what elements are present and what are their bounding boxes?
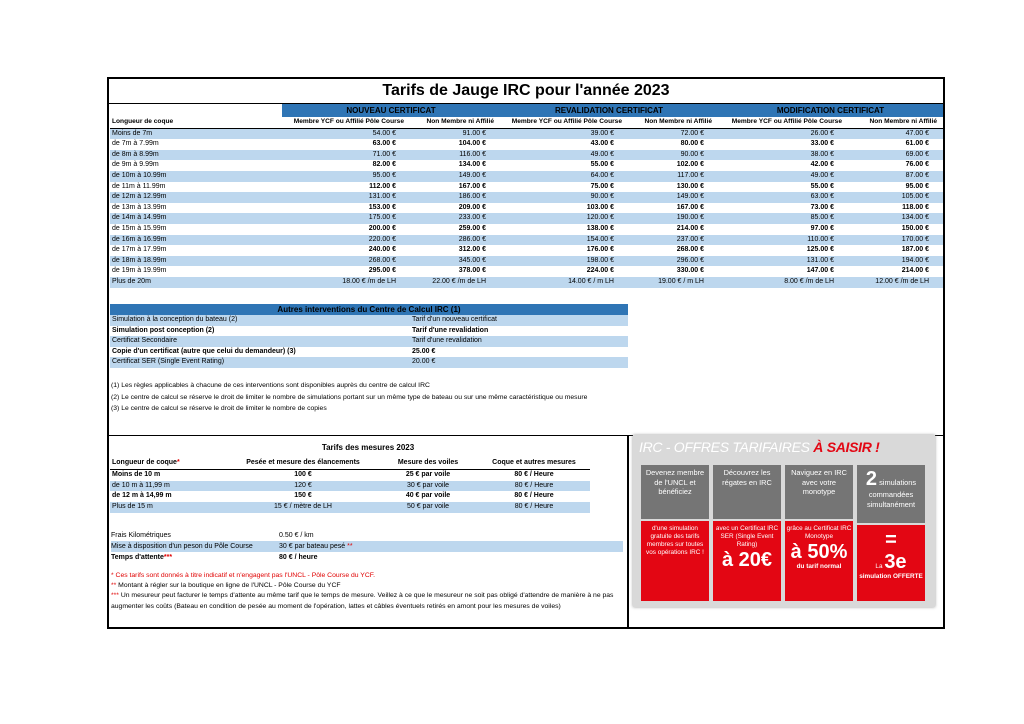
row-value: 30 € par voile <box>378 481 478 492</box>
table-row <box>110 171 943 182</box>
table-row <box>110 266 943 277</box>
mesures-extra <box>111 530 623 563</box>
column-header: Longueur de coque* <box>110 458 228 469</box>
table-row <box>110 213 943 224</box>
row-value: 25.00 € <box>412 347 436 355</box>
column-header: Non Membre ni Affilié <box>410 117 500 128</box>
price-cell: 102.00 € <box>676 161 704 169</box>
price-cell: 117.00 € <box>628 171 718 182</box>
price-cell: 104.00 € <box>458 140 486 148</box>
frais-row: Frais Kilométriques 0.50 € / km <box>111 532 314 539</box>
price-cell: 116.00 € <box>410 150 500 161</box>
row-label: Copie d'un certificat (autre que celui du demandeur) (3) <box>112 347 296 355</box>
other-title: Autres interventions du Centre de Calcul IRC (1) <box>110 304 628 315</box>
row-label: de 14m à 14.99m <box>110 213 282 224</box>
table-row <box>110 277 943 288</box>
price-cell: 198.00 € <box>500 256 628 267</box>
row-label: de 17m à 17.99m <box>112 246 167 254</box>
price-cell: 187.00 € <box>901 246 929 254</box>
price-cell: 147.00 € <box>806 267 834 275</box>
price-cell: 150.00 € <box>901 224 929 232</box>
price-cell: 97.00 € <box>810 224 834 232</box>
row-value: 120 € <box>228 481 378 492</box>
row-value: 20.00 € <box>410 357 628 368</box>
table-row <box>110 150 943 161</box>
price-cell: 95.00 € <box>905 182 929 190</box>
price-cell: 12.00 € /m de LH <box>848 277 943 288</box>
row-value: 40 € par voile <box>405 492 451 500</box>
note: (2) Le centre de calcul se réserve le droit de limiter le nombre de simulations portant sur un même type de bateau ou sur une même caractéristique ou mesure <box>111 393 588 401</box>
price-cell: 240.00 € <box>368 246 396 254</box>
row-label: de 13m à 13.99m <box>112 203 167 211</box>
price-cell: 8.00 € /m de LH <box>718 277 848 288</box>
column-header: Non Membre ni Affilié <box>628 117 718 128</box>
price-cell: 22.00 € /m de LH <box>410 277 500 288</box>
group-nouveau: NOUVEAU CERTIFICAT <box>282 104 500 117</box>
price-cell: 233.00 € <box>410 213 500 224</box>
row-label: de 10m à 10.99m <box>110 171 282 182</box>
price-cell: 55.00 € <box>810 182 834 190</box>
row-value: 50 € par voile <box>378 502 478 513</box>
price-cell: 237.00 € <box>628 235 718 246</box>
column-header: Membre YCF ou Affilié Pôle Course <box>282 117 410 128</box>
row-value: 150 € <box>294 492 312 500</box>
price-cell: 90.00 € <box>628 150 718 161</box>
row-value: 80 € / Heure <box>514 492 554 500</box>
price-cell: 170.00 € <box>848 235 943 246</box>
price-cell: 85.00 € <box>718 213 848 224</box>
note: (3) Le centre de calcul se réserve le droit de limiter le nombre de copies <box>111 405 327 412</box>
price-cell: 175.00 € <box>282 213 410 224</box>
column-header: Coque et autres mesures <box>478 458 590 469</box>
price-cell: 75.00 € <box>590 182 614 190</box>
price-cell: 176.00 € <box>586 246 614 254</box>
promo-title: IRC - OFFRES TARIFAIRES À SAISIR ! <box>639 439 880 455</box>
row-label: de 19m à 19.99m <box>112 267 167 275</box>
price-cell: 190.00 € <box>628 213 718 224</box>
attente-row: Temps d'attente*** 80 € / heure <box>111 554 318 561</box>
row-label: Moins de 10 m <box>112 470 161 478</box>
row-value: 80 € / Heure <box>478 502 590 513</box>
other-interventions <box>110 304 628 368</box>
price-cell: 130.00 € <box>676 182 704 190</box>
row-label: Certificat SER (Single Event Rating) <box>110 357 410 368</box>
table-row <box>110 203 943 214</box>
price-cell: 73.00 € <box>810 203 834 211</box>
table-row <box>110 481 590 492</box>
price-cell: 120.00 € <box>500 213 628 224</box>
mesures-table <box>110 458 590 513</box>
row-label: de 10 m à 11,99 m <box>110 481 228 492</box>
price-cell: 64.00 € <box>500 171 628 182</box>
row-value: 80 € / Heure <box>514 470 554 478</box>
price-cell: 167.00 € <box>458 182 486 190</box>
table-row <box>110 347 628 358</box>
price-cell: 268.00 € <box>282 256 410 267</box>
price-cell: 87.00 € <box>848 171 943 182</box>
footnote: * Ces tarifs sont donnés à titre indicatif et n'engagent pas l'UNCL - Pôle Course du YCF. <box>111 572 376 579</box>
column-header: Non Membre ni Affilié <box>848 117 943 128</box>
row-value: Tarif d'un nouveau certificat <box>410 315 628 326</box>
row-value: Tarif d'une revalidation <box>410 336 628 347</box>
table-row <box>110 336 628 347</box>
row-label: de 12 m à 14,99 m <box>112 492 172 500</box>
price-cell: 131.00 € <box>718 256 848 267</box>
price-cell: 72.00 € <box>628 128 718 139</box>
mesures-footnotes <box>111 571 621 612</box>
table-row <box>110 160 943 171</box>
row-label: Certificat Secondaire <box>110 336 410 347</box>
price-cell: 91.00 € <box>410 128 500 139</box>
row-label: de 16m à 16.99m <box>110 235 282 246</box>
jauge-table <box>110 104 943 288</box>
price-cell: 105.00 € <box>848 192 943 203</box>
other-notes <box>111 380 587 415</box>
price-cell: 118.00 € <box>902 203 929 211</box>
row-label: de 9m à 9.99m <box>112 161 159 169</box>
row-value: 25 € par voile <box>405 470 451 478</box>
price-cell: 224.00 € <box>586 267 614 275</box>
price-cell: 194.00 € <box>848 256 943 267</box>
price-cell: 153.00 € <box>368 203 396 211</box>
row-label: de 8m à 8.99m <box>110 150 282 161</box>
price-cell: 214.00 € <box>901 267 929 275</box>
price-cell: 39.00 € <box>500 128 628 139</box>
price-cell: 71.00 € <box>282 150 410 161</box>
price-cell: 90.00 € <box>500 192 628 203</box>
price-cell: 14.00 € / m LH <box>500 277 628 288</box>
price-cell: 214.00 € <box>676 224 704 232</box>
price-cell: 103.00 € <box>586 203 614 211</box>
row-label: Simulation à la conception du bateau (2) <box>110 315 410 326</box>
column-header: Mesure des voiles <box>378 458 478 469</box>
price-cell: 19.00 € / m LH <box>628 277 718 288</box>
row-label: de 15m à 15.99m <box>112 224 167 232</box>
price-cell: 38.00 € <box>718 150 848 161</box>
table-row <box>110 502 590 513</box>
price-cell: 131.00 € <box>282 192 410 203</box>
price-cell: 268.00 € <box>676 246 704 254</box>
price-cell: 95.00 € <box>282 171 410 182</box>
price-cell: 80.00 € <box>680 140 704 148</box>
price-cell: 296.00 € <box>628 256 718 267</box>
column-header: Pesée et mesure des élancements <box>228 458 378 469</box>
price-cell: 134.00 € <box>458 161 486 169</box>
price-cell: 55.00 € <box>590 161 614 169</box>
price-cell: 345.00 € <box>410 256 500 267</box>
promo-offer-simulation: 2 simulations commandées simultanément = La 3e simulation OFFERTE <box>857 465 925 601</box>
price-cell: 47.00 € <box>848 128 943 139</box>
promo-offer-ser: Découvrez les régates en IRC avec un Certificat IRC SER (Single Event Rating) à 20€ <box>713 465 781 601</box>
group-modification: MODIFICATION CERTIFICAT <box>718 104 943 117</box>
table-row <box>110 357 628 368</box>
row-label: Plus de 20m <box>110 277 282 288</box>
page-title: Tarifs de Jauge IRC pour l'année 2023 <box>109 79 943 104</box>
price-cell: 167.00 € <box>676 203 704 211</box>
price-cell: 134.00 € <box>848 213 943 224</box>
price-cell: 26.00 € <box>718 128 848 139</box>
price-cell: 138.00 € <box>586 224 614 232</box>
table-row <box>110 192 943 203</box>
row-label: de 18m à 18.99m <box>110 256 282 267</box>
price-cell: 49.00 € <box>500 150 628 161</box>
price-cell: 209.00 € <box>458 203 486 211</box>
price-cell: 61.00 € <box>905 140 929 148</box>
price-cell: 312.00 € <box>458 246 486 254</box>
row-label: de 11m à 11.99m <box>112 182 166 190</box>
price-cell: 286.00 € <box>410 235 500 246</box>
price-cell: 63.00 € <box>718 192 848 203</box>
price-cell: 200.00 € <box>368 224 396 232</box>
price-cell: 125.00 € <box>806 246 834 254</box>
price-cell: 259.00 € <box>458 224 486 232</box>
price-cell: 295.00 € <box>368 267 396 275</box>
price-cell: 220.00 € <box>282 235 410 246</box>
footnote: ** Montant à régler sur la boutique en ligne de l'UNCL - Pôle Course du YCF <box>111 582 341 590</box>
tariff-sheet <box>107 77 945 629</box>
note: (1) Les règles applicables à chacune de ces interventions sont disponibles auprès du centre de calcul IRC <box>111 382 430 389</box>
peson-row: Mise à disposition d'un peson du Pôle Course 30 € par bateau pesé ** <box>111 541 623 552</box>
mesures-title: Tarifs des mesures 2023 <box>321 443 415 452</box>
price-cell: 49.00 € <box>718 171 848 182</box>
price-cell: 149.00 € <box>628 192 718 203</box>
table-row <box>110 128 943 139</box>
price-cell: 63.00 € <box>372 140 396 148</box>
price-cell: 18.00 € /m de LH <box>282 277 410 288</box>
price-cell: 42.00 € <box>810 161 834 169</box>
table-row <box>110 245 943 256</box>
table-row <box>110 469 590 480</box>
price-cell: 43.00 € <box>590 140 614 148</box>
row-label: de 7m à 7.99m <box>112 140 159 148</box>
table-row <box>110 224 943 235</box>
price-cell: 112.00 € <box>369 182 396 190</box>
promo-offer-membre: Devenez membre de l'UNCL et bénéficiez d'une simulation gratuite des tarifs membres sur toutes vos opérations IRC ! <box>641 465 709 601</box>
price-cell: 186.00 € <box>410 192 500 203</box>
group-revalidation: REVALIDATION CERTIFICAT <box>500 104 718 117</box>
table-row <box>110 139 943 150</box>
mesures-section <box>109 436 629 629</box>
table-row <box>110 315 628 326</box>
table-row <box>110 235 943 246</box>
row-label: Moins de 7m <box>110 128 282 139</box>
price-cell: 149.00 € <box>410 171 500 182</box>
row-label: Plus de 15 m <box>110 502 228 513</box>
table-row <box>110 182 943 193</box>
row-value: Tarif d'une revalidation <box>412 326 489 334</box>
price-cell: 76.00 € <box>905 161 929 169</box>
column-header: Membre YCF ou Affilié Pôle Course <box>500 117 628 128</box>
price-cell: 33.00 € <box>810 140 834 148</box>
price-cell: 54.00 € <box>282 128 410 139</box>
promo-banner <box>633 435 935 607</box>
table-row <box>110 491 590 502</box>
column-header: Membre YCF ou Affilié Pôle Course <box>718 117 848 128</box>
table-row <box>110 326 628 337</box>
column-header: Longueur de coque <box>110 117 282 128</box>
price-cell: 82.00 € <box>372 161 396 169</box>
row-value: 15 € / mètre de LH <box>228 502 378 513</box>
table-row <box>110 256 943 267</box>
price-cell: 69.00 € <box>848 150 943 161</box>
price-cell: 330.00 € <box>676 267 704 275</box>
promo-offer-monotype: Naviguez en IRC avec votre monotype grâce au Certificat IRC Monotype à 50% du tarif normal <box>785 465 853 601</box>
row-value: 80 € / Heure <box>478 481 590 492</box>
row-label: de 12m à 12.99m <box>110 192 282 203</box>
price-cell: 154.00 € <box>500 235 628 246</box>
row-value: 100 € <box>294 470 312 478</box>
price-cell: 378.00 € <box>458 267 486 275</box>
price-cell: 110.00 € <box>718 235 848 246</box>
footnote: *** Un mesureur peut facturer le temps d'attente au même tarif que le temps de mesure. Veillez à ce que le mesureur ne soit pas obligé d'attendre de manière à ne pas augmenter les coûts (Bateau en condition de pesée au moment de l'opération, lattes et câbles éventuels retirés en amont pour les mesures de voiles) <box>111 592 614 610</box>
row-label: Simulation post conception (2) <box>112 326 215 334</box>
